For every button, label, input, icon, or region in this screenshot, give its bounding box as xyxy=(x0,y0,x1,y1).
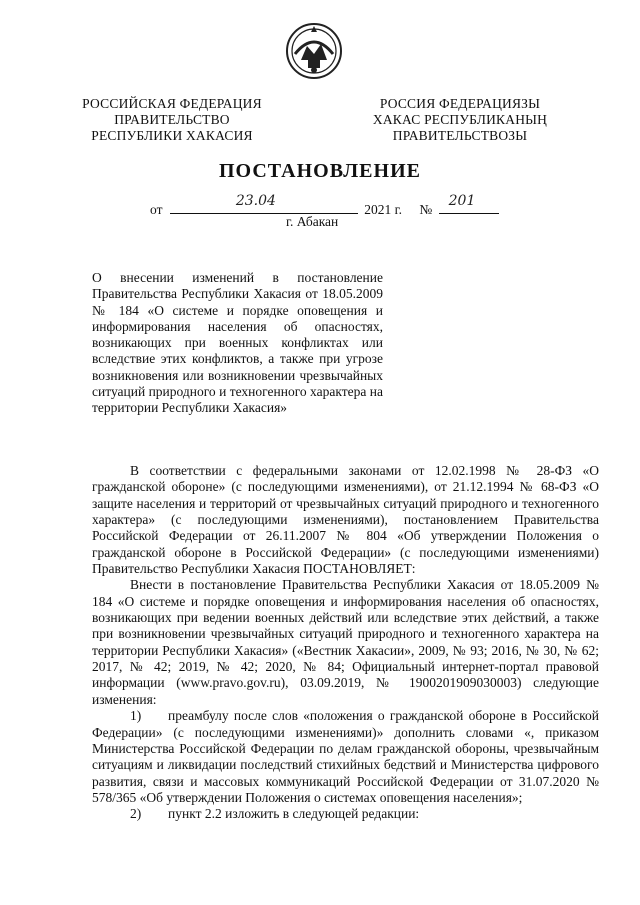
header-right-block xyxy=(360,96,560,144)
body-paragraph: Внести в постановление Правительства Республики Хакасия от 18.05.2009 № 184 «О системе и порядке оповещения и информирования населения об опасностях, возникающих при ведении военных действий или вследствие этих действий, а также при возникновении чрезвычайных ситуаций природного и техногенного характера на территории Республики Хакасия» («Вестник Хакасии», 2009, № 93; 2016, № 30, № 62; 2017, № 42; 2019, № 42; 2020, № 84; Официальный интернет-портал правовой информации (www.pravo.gov.ru), 03.09.2019, № 1900201909030003) следующие изменения: xyxy=(92,577,599,707)
header-right-line: ХАКАС РЕСПУБЛИКАНЫҢ xyxy=(372,112,548,127)
date-field xyxy=(170,193,358,214)
date-year: 2021 г. xyxy=(364,202,402,217)
list-item-number: 1) xyxy=(130,708,142,724)
header-left-line: РЕСПУБЛИКИ ХАКАСИЯ xyxy=(91,128,253,143)
header-right-line: ПРАВИТЕЛЬСТВОЗЫ xyxy=(392,128,528,143)
list-item-text: пункт 2.2 изложить в следующей редакции: xyxy=(168,806,420,822)
city: г. Абакан xyxy=(286,214,339,229)
header-right-line: РОССИЯ ФЕДЕРАЦИЯЗЫ xyxy=(379,96,541,111)
coat-of-arms-icon xyxy=(285,20,343,82)
header-left-line: ПРАВИТЕЛЬСТВО xyxy=(114,112,230,127)
list-item-number: 2) xyxy=(130,806,142,822)
number-handwritten: 201 xyxy=(448,193,476,209)
header-left-block xyxy=(72,96,272,144)
number-label: № xyxy=(419,202,433,217)
header-left-line: РОССИЙСКАЯ ФЕДЕРАЦИЯ xyxy=(82,96,262,111)
list-item xyxy=(92,708,599,806)
list-item-text: преамбулу после слов «положения о гражданской обороне в Российской Федерации» (с последующими изменениями)» дополнить словами «, приказом Министерства Российской Федерации по делам гражданской обороны, чрезвычайным ситуациям и ликвидации последствий стихийных бедствий и Министерства цифрового развития, связи и массовых коммуникаций Российской Федерации от 31.07.2020 № 578/365 «Об утверждении Положения о системах оповещения населения»; xyxy=(92,708,599,805)
document-title: ПОСТАНОВЛЕНИЕ xyxy=(219,160,421,182)
body-paragraph: В соответствии с федеральными законами от 12.02.1998 № 28-ФЗ «О гражданской обороне» (с последующими изменениями), от 21.12.1994 № 68-ФЗ «О защите населения и территорий от чрезвычайных ситуаций природного и техногенного характера» (с последующими изменениями), постановлением Правительства Российской Федерации от 26.11.2007 № 804 «Об утверждении Положения о гражданской обороне в Российской Федерации» (с последующими изменениями) Правительство Республики Хакасия ПОСТАНОВЛЯЕТ: xyxy=(92,463,599,577)
date-handwritten: 23.04 xyxy=(235,193,276,209)
date-from-label: от xyxy=(150,202,163,217)
list-item xyxy=(92,806,599,822)
document-body xyxy=(92,463,599,823)
number-field xyxy=(439,193,499,214)
document-subject: О внесении изменений в постановление Правительства Республики Хакасия от 18.05.2009 № 184 «О системе и порядке оповещения и информирования населения об опасностях, возникающих при военных конфликтах или вследствие этих конфликтов, а также при угрозе возникновения или возникновении чрезвычайных ситуаций природного и техногенного характера на территории Республики Хакасия» xyxy=(92,270,383,416)
